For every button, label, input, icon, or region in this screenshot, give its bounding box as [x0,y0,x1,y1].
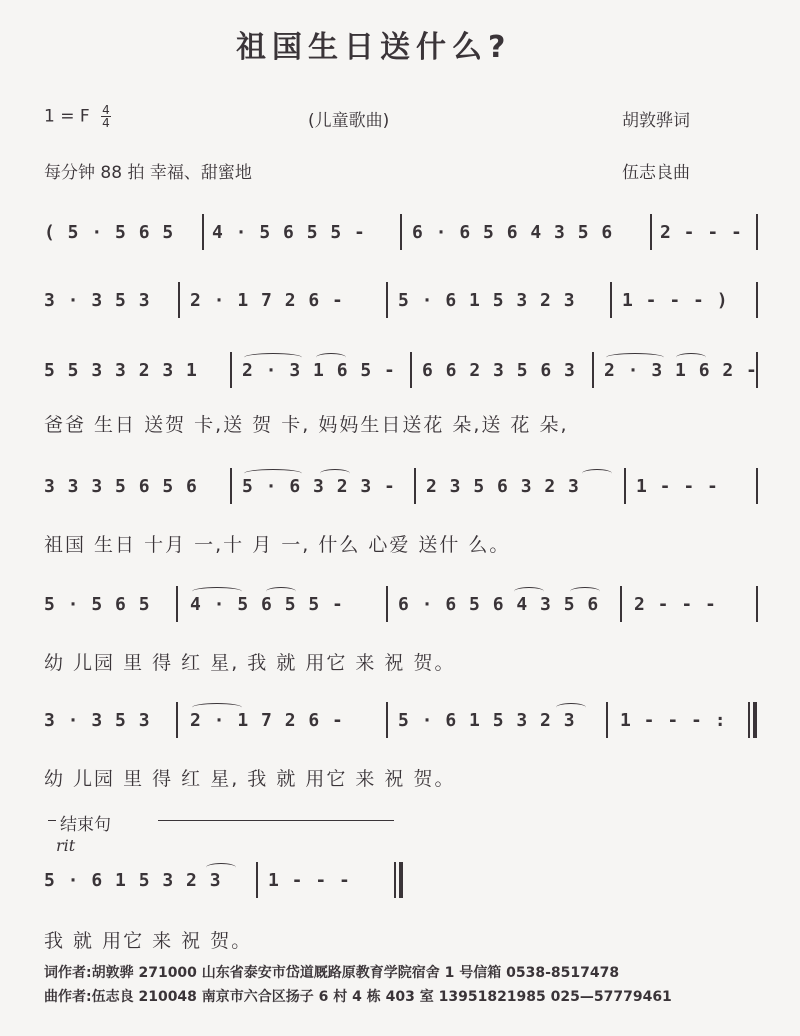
ending-bracket-right [158,820,394,821]
lyric-line-1: 爸爸 生日 送贺 卡,送 贺 卡, 妈妈生日送花 朵,送 花 朵, [44,414,569,436]
lyric-line-3: 幼 儿园 里 得 红 星, 我 就 用它 来 祝 贺。 [44,652,456,674]
score-line-ending [44,860,414,900]
tempo-label: 每分钟 88 拍 幸福、甜蜜地 [44,163,252,183]
barline [756,352,758,388]
lyricist-credit: 词作者:胡敦骅 271000 山东省泰安市岱道厩路原教育学院宿舍 1 号信箱 0538-8517478 [44,965,620,981]
measure: 5 · 6 3 2 3 - [242,476,396,497]
measure: 3 · 3 5 3 [44,290,151,311]
barline [756,214,758,250]
barline [400,214,402,250]
measure: 5 · 6 1 5 3 2 3 [44,870,222,891]
measure: 2 · 3 1 6 2 - [604,360,758,381]
time-signature [101,104,111,129]
composer-label: 伍志良曲 [622,163,690,183]
barline [386,702,388,738]
key-label: 1 = F [44,106,90,127]
barline [176,702,178,738]
score-line-3 [44,350,760,390]
barline [230,468,232,504]
score-line-5 [44,584,760,624]
barline [386,586,388,622]
measure: 1 - - - [268,870,351,891]
song-title: 祖国生日送什么? [236,30,512,65]
measure: 6 · 6 5 6 4 3 5 6 [412,222,614,243]
time-denominator: 4 [102,116,110,130]
barline [606,702,608,738]
measure: 5 · 5 6 5 [44,594,151,615]
measure: 2 - - - [660,222,743,243]
measure: 1 - - - [636,476,719,497]
repeat-end-barline [748,702,757,738]
score-line-1 [44,212,760,252]
barline [178,282,180,318]
lyric-line-2: 祖国 生日 十月 一,十 月 一, 什么 心爱 送什 么。 [44,534,511,556]
barline [230,352,232,388]
measure: 2 · 3 1 6 5 - [242,360,396,381]
lyric-line-ending: 我 就 用它 来 祝 贺。 [44,930,253,952]
barline [756,468,758,504]
genre-label: (儿童歌曲) [308,111,390,131]
time-numerator: 4 [102,103,110,117]
measure: 2 · 1 7 2 6 - [190,710,344,731]
measure: 5 · 6 1 5 3 2 3 [398,710,576,731]
ending-bracket-left [48,820,56,821]
barline [756,282,758,318]
score-line-2 [44,280,760,320]
measure: 3 3 3 5 6 5 6 [44,476,198,497]
score-line-4 [44,466,760,506]
composer-credit: 曲作者:伍志良 210048 南京市六合区扬子 6 村 4 栋 403 室 13951821985 025—57779461 [44,989,672,1005]
barline [650,214,652,250]
barline [386,282,388,318]
barline [756,586,758,622]
measure: 2 3 5 6 3 2 3 [426,476,580,497]
measure: 1 - - - : [620,710,727,731]
measure: 2 - - - [634,594,717,615]
barline [624,468,626,504]
lyric-line-4: 幼 儿园 里 得 红 星, 我 就 用它 来 祝 贺。 [44,768,456,790]
measure: 5 · 6 1 5 3 2 3 [398,290,576,311]
barline [620,586,622,622]
barline [176,586,178,622]
barline [256,862,258,898]
measure: 3 · 3 5 3 [44,710,151,731]
score-line-6 [44,700,760,740]
barline [202,214,204,250]
ending-label: 结束句 [60,815,111,835]
measure: ( 5 · 5 6 5 [44,222,175,243]
key-signature [44,104,111,129]
barline [414,468,416,504]
ritardando-mark: rit [56,836,76,855]
barline [610,282,612,318]
measure: 4 · 5 6 5 5 - [212,222,366,243]
measure: 5 5 3 3 2 3 1 [44,360,198,381]
lyricist-label: 胡敦骅词 [622,111,690,131]
measure: 4 · 5 6 5 5 - [190,594,344,615]
measure: 6 6 2 3 5 6 3 [422,360,576,381]
measure: 1 - - - ) [622,290,729,311]
barline [410,352,412,388]
final-barline [394,862,403,898]
barline [592,352,594,388]
measure: 2 · 1 7 2 6 - [190,290,344,311]
measure: 6 · 6 5 6 4 3 5 6 [398,594,600,615]
